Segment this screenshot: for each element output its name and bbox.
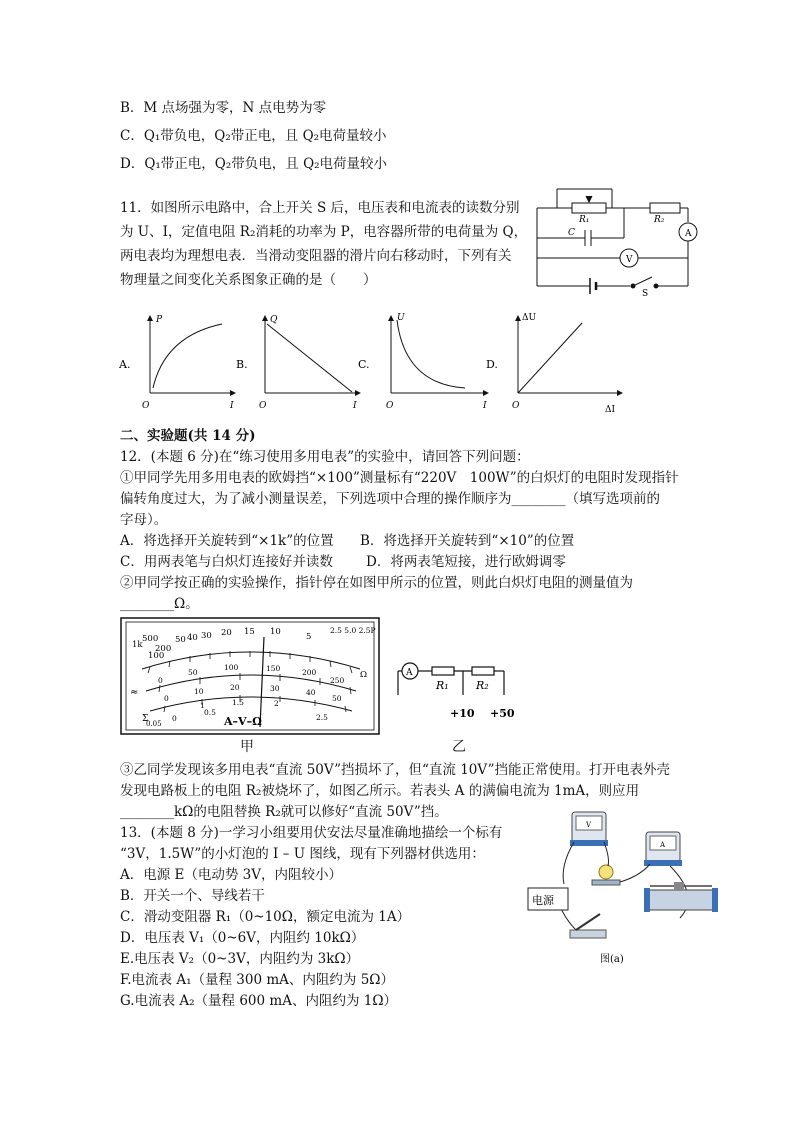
- dc-symbol: Σ: [142, 714, 149, 724]
- q11-line-3: 两电表均为理想电表．当滑动变阻器的滑片向右移动时，下列有关: [120, 248, 512, 264]
- dc-tick-150: 150: [266, 664, 281, 673]
- dc2-tick-30: 30: [270, 684, 280, 693]
- q10-option-b: B．M 点场强为零，N 点电势为零: [120, 100, 327, 116]
- voltmeter-device: [570, 812, 608, 846]
- q11-circuit-diagram: [530, 184, 705, 296]
- ohm-tick-50: 50: [175, 635, 186, 645]
- rheostat-device: [644, 882, 718, 912]
- caption-jia: 甲: [240, 739, 254, 755]
- q11-line-1: 11．如图所示电路中，合上开关 S 后，电压表和电流表的读数分别: [120, 200, 520, 216]
- graph-d-ylabel: ΔU: [522, 313, 537, 323]
- q12-line-2: ①甲同学先用多用电表的欧姆挡“×100”测量标有“220V 100W”的白炽灯的电阻时发现指针: [120, 470, 679, 486]
- q12-line-9: ________kΩ的电阻替换 R₂就可以修好“直流 50V”挡。: [120, 804, 448, 820]
- q13-line-1: 13．(本题 8 分)一学习小组要用伏安法尽量准确地描绘一个标有: [120, 825, 503, 841]
- q10-option-d: D．Q₁带正电，Q₂带负电，且 Q₂电荷量较小: [120, 156, 388, 172]
- ohm-tick-500: 500: [142, 634, 159, 644]
- meter-label: A–V–Ω: [224, 715, 262, 728]
- ohm-tick-20: 20: [221, 628, 232, 638]
- graph-c-origin: O: [386, 401, 394, 411]
- q12-option-d: D．将两表笔短接，进行欧姆调零: [366, 554, 566, 570]
- resistor-r1-box: [432, 667, 454, 675]
- ohm-tick-40: 40: [187, 633, 198, 643]
- ohm-tick-30: 30: [201, 631, 212, 641]
- q12-line-3: 偏转角度过大，为了减小测量误差，下列选项中合理的操作顺序为________（填写选项前的: [120, 491, 660, 507]
- ohm-tick-200: 200: [155, 644, 172, 654]
- multimeter-dial: [120, 617, 380, 735]
- power-supply-label: 电源: [532, 894, 554, 907]
- q10-option-c: C．Q₁带负电，Q₂带正电，且 Q₂电荷量较小: [120, 128, 387, 144]
- label-r1b: R₁: [436, 679, 449, 692]
- label-r2b: R₂: [476, 679, 489, 692]
- q13-line-2: “3V，1.5W”的小灯泡的 I – U 图线，现有下列器材供选用：: [120, 846, 485, 862]
- graph-d-option: D.: [486, 358, 498, 371]
- ac-symbol: ≈: [130, 687, 139, 698]
- multimeter-internal-circuit: [392, 655, 522, 725]
- graph-a-origin: O: [142, 401, 150, 411]
- graph-d-xlabel: ΔI: [605, 405, 616, 415]
- graph-b-line: [267, 324, 352, 392]
- q11-graph-options: [110, 308, 630, 420]
- ammeter-label: A: [660, 841, 666, 849]
- dc-tick-50: 50: [188, 668, 198, 677]
- figure-a-caption: 图(a): [600, 954, 624, 965]
- apparatus-figure: [520, 806, 730, 966]
- terminal-10: +10: [450, 707, 475, 720]
- ohm-tick-5: 5: [306, 632, 312, 642]
- graph-a-ylabel: P: [156, 315, 163, 325]
- graph-a-curve: [153, 324, 222, 388]
- q11-line-2: 为 U、I，定值电阻 R₂消耗的功率为 P，电容器所带的电荷量为 Q，: [120, 224, 528, 240]
- low-tick-1-5: 1.5: [232, 698, 244, 707]
- dc2-tick-10: 10: [194, 687, 204, 696]
- resistor-r2: [650, 203, 680, 213]
- q12-option-b: B．将选择开关旋转到“×10”的位置: [360, 533, 575, 549]
- dc2-tick-40: 40: [306, 688, 316, 697]
- low-tick-1: 1: [200, 701, 205, 710]
- q13-item-d: D．电压表 V₁（0~6V，内阻约 10kΩ）: [120, 930, 365, 946]
- dc-tick-200: 200: [302, 668, 317, 677]
- q13-item-a: A．电源 E（电动势 3V，内阻较小）: [120, 867, 343, 883]
- switch-device: [570, 914, 606, 938]
- ohm-tick-15: 15: [244, 627, 255, 637]
- voltmeter-label: V: [586, 821, 592, 829]
- label-v: V: [626, 255, 633, 265]
- ohm-unit: Ω: [360, 670, 368, 680]
- label-c: C: [568, 228, 575, 238]
- ohm-tick-1k: 1k: [132, 640, 143, 650]
- dc2-tick-50: 50: [332, 694, 342, 703]
- graph-c-option: C.: [358, 358, 370, 371]
- low-tick-2-5: 2.5: [316, 713, 328, 722]
- graph-c-curve: [397, 320, 465, 388]
- low-left-tick: 0.05: [146, 720, 162, 728]
- q13-item-f: F.电流表 A₁（量程 300 mA、内阻约为 5Ω）: [120, 972, 394, 988]
- label-r1: R₁: [579, 215, 590, 225]
- graph-b-xlabel: I: [353, 401, 357, 411]
- q12-line-5: ②甲同学按正确的实验操作，指针停在如图甲所示的位置，则此白炽灯电阻的测量值为: [120, 575, 633, 591]
- q12-line-6: ________Ω。: [120, 596, 199, 612]
- rheostat-r1: [572, 203, 606, 213]
- q12-option-a: A．将选择开关旋转到“×1k”的位置: [120, 533, 334, 549]
- ohm-tick-100: 100: [148, 651, 165, 661]
- q12-line-4: 字母）。: [120, 512, 168, 528]
- label-r2: R₂: [654, 215, 665, 225]
- resistor-r2-box: [472, 667, 494, 675]
- dc-tick-100: 100: [224, 663, 239, 672]
- q12-line-8: 发现电路板上的电阻 R₂被烧坏了，如图乙所示。若表头 A 的满偏电流为 1mA，则应用: [120, 783, 640, 799]
- graph-b-ylabel: Q: [270, 315, 278, 325]
- q13-item-g: G.电流表 A₂（量程 600 mA、内阻约为 1Ω）: [120, 993, 398, 1009]
- low-tick-0: 0: [172, 714, 177, 723]
- q12-line-1: 12．(本题 6 分)在“练习使用多用电表”的实验中，请回答下列问题：: [120, 449, 530, 465]
- graph-c-ylabel: U: [397, 313, 405, 323]
- terminal-50: +50: [490, 707, 515, 720]
- graph-d-origin: O: [512, 401, 520, 411]
- graph-b-option: B.: [236, 358, 248, 371]
- dc2-tick-20: 20: [230, 683, 240, 692]
- dc2-tick-0: 0: [164, 694, 169, 703]
- section-heading: 二、实验题(共 14 分): [120, 428, 256, 444]
- graph-d-line: [518, 323, 582, 393]
- label-s: S: [642, 289, 649, 296]
- lamp-device: [592, 865, 620, 885]
- q13-item-e: E.电压表 V₂（0~3V，内阻约为 3kΩ）: [120, 951, 360, 967]
- graph-c-xlabel: I: [483, 401, 487, 411]
- q13-item-c: C．滑动变阻器 R₁（0~10Ω，额定电流为 1A）: [120, 909, 411, 925]
- ammeter-device: [644, 832, 682, 866]
- label-a: A: [685, 229, 692, 239]
- graph-a-xlabel: I: [230, 401, 234, 411]
- label-a2: A: [406, 668, 413, 678]
- low-tick-0-5: 0.5: [204, 708, 216, 717]
- meter-top-right: 2.5 5.0 2.5P: [330, 626, 376, 635]
- q12-option-c: C．用两表笔与白炽灯连接好并读数: [120, 554, 333, 570]
- graph-b-origin: O: [259, 401, 267, 411]
- low-tick-2: 2: [274, 699, 279, 708]
- q11-line-4: 物理量之间变化关系图象正确的是（ ）: [120, 272, 377, 288]
- caption-yi: 乙: [452, 739, 466, 755]
- ohm-tick-10: 10: [270, 627, 281, 637]
- dc-tick-0: 0: [158, 676, 163, 685]
- graph-a-option: A.: [119, 358, 131, 371]
- dc-tick-250: 250: [330, 676, 345, 685]
- q12-line-7: ③乙同学发现该多用电表“直流 50V”挡损坏了，但“直流 10V”挡能正常使用。打开电表外壳: [120, 762, 671, 778]
- q13-item-b: B．开关一个、导线若干: [120, 888, 265, 904]
